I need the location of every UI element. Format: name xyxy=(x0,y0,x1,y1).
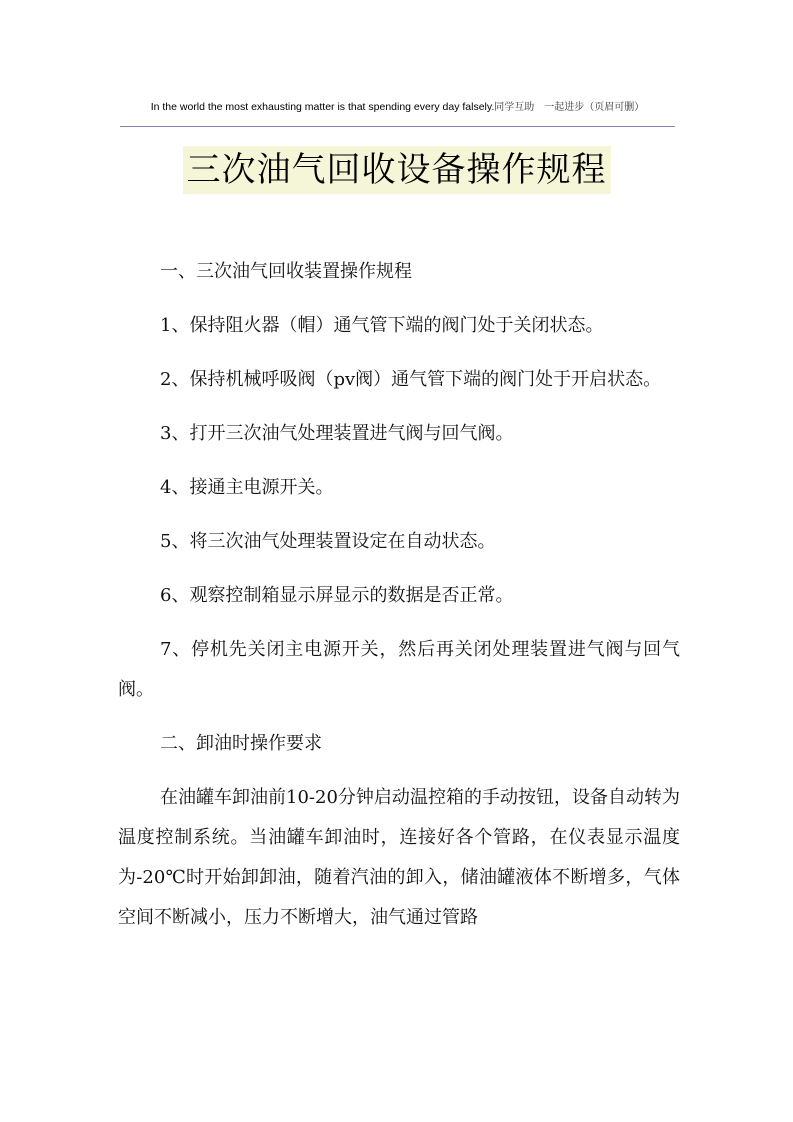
document-title: 三次油气回收设备操作规程 xyxy=(183,146,611,194)
header-english-quote: In the world the most exhausting matter is that spending every day falsely. xyxy=(150,101,495,113)
section-heading-2: 二、卸油时操作要求 xyxy=(160,733,322,754)
step-2: 2、保持机械呼吸阀（pv阀）通气管下端的阀门处于开启状态。 xyxy=(160,369,662,390)
header-divider xyxy=(120,126,675,127)
step-5: 5、将三次油气处理装置设定在自动状态。 xyxy=(160,531,496,552)
section-heading-1: 一、三次油气回收装置操作规程 xyxy=(160,261,412,282)
step-7: 7、停机先关闭主电源开关，然后再关闭处理装置进气阀与回气阀。 xyxy=(118,639,680,700)
step-1: 1、保持阻火器（帽）通气管下端的阀门处于关闭状态。 xyxy=(160,315,604,336)
page-header xyxy=(120,98,675,116)
step-3: 3、打开三次油气处理装置进气阀与回气阀。 xyxy=(160,423,514,444)
step-6: 6、观察控制箱显示屏显示的数据是否正常。 xyxy=(160,585,514,606)
title-container xyxy=(0,146,793,194)
header-chinese-note: 同学互助 一起进步（页眉可删） xyxy=(494,102,645,113)
document-body xyxy=(118,252,680,952)
unloading-paragraph: 在油罐车卸油前10-20分钟启动温控箱的手动按钮，设备自动转为温度控制系统。当油罐车卸油时，连接好各个管路，在仪表显示温度为-20℃时开始卸卸油，随着汽油的卸入，储油罐液体不断增多，气体空间不断减小，压力不断增大，油气通过管路 xyxy=(118,787,680,928)
step-4: 4、接通主电源开关。 xyxy=(160,477,334,498)
